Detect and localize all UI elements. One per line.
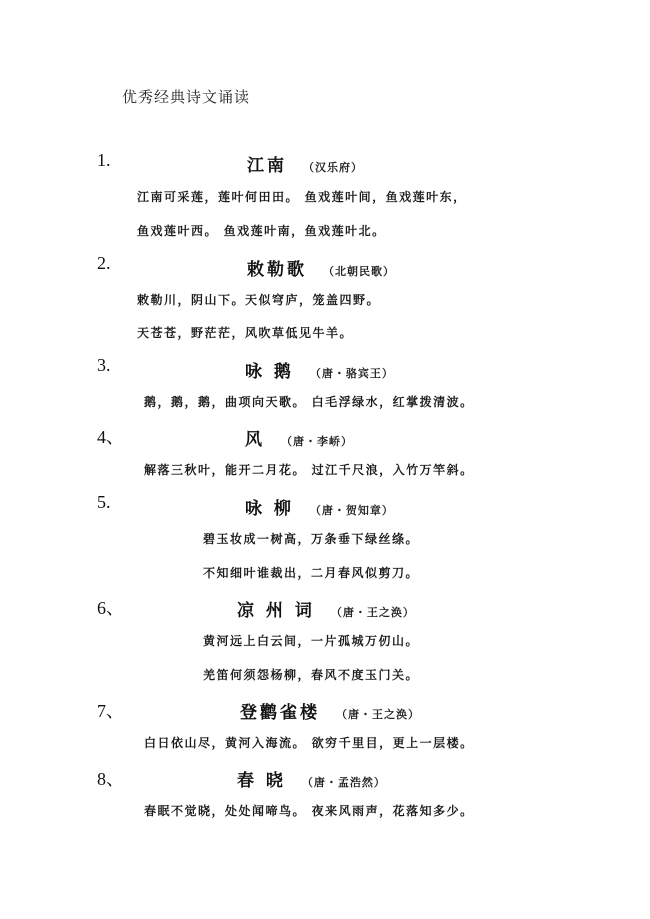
poem-heading	[245, 494, 394, 519]
poem-title: 咏 鹅	[245, 362, 294, 382]
poem-title: 登鹳雀楼	[240, 703, 320, 723]
poem-heading	[240, 698, 420, 723]
poem-author: （汉乐府）	[303, 161, 363, 174]
poem-title: 江南	[247, 156, 287, 176]
poem-title: 春 晓	[237, 771, 286, 791]
poem-author: （唐・孟浩然）	[301, 776, 386, 789]
poem-number: 2.	[97, 253, 111, 273]
poem-title: 风	[245, 430, 265, 450]
poem-heading	[247, 151, 363, 176]
poem-line: 黄河远上白云间，一片孤城万仞山。	[203, 634, 420, 648]
poem-line: 解落三秋叶，能开二月花。 过江千尺浪，入竹万竿斜。	[144, 463, 474, 477]
poem-heading	[245, 425, 353, 450]
poem-heading	[245, 357, 394, 382]
poem-line: 春眠不觉晓，处处闻啼鸟。 夜来风雨声，花落知多少。	[144, 804, 474, 818]
poem-author: （唐・李峤）	[281, 435, 353, 448]
poem-number: 8、	[97, 769, 124, 789]
poem-number: 1.	[97, 150, 111, 170]
poem-author: （北朝民歌）	[323, 265, 395, 278]
poem-number: 6、	[97, 598, 124, 618]
poem-number: 7、	[97, 701, 124, 721]
poem-line: 天苍苍，野茫茫，风吹草低见牛羊。	[137, 326, 354, 340]
poem-heading	[237, 596, 415, 621]
poem-author: （唐・王之涣）	[336, 708, 420, 721]
poem-line: 江南可采莲，莲叶何田田。 鱼戏莲叶间，鱼戏莲叶东，	[137, 190, 467, 204]
poem-title: 凉 州 词	[237, 601, 315, 621]
poem-number: 4、	[97, 427, 124, 447]
poem-line: 碧玉妆成一树高，万条垂下绿丝绦。	[203, 532, 420, 546]
poem-number: 5.	[97, 492, 111, 512]
poem-line: 不知细叶谁裁出，二月春风似剪刀。	[203, 566, 420, 580]
poem-line: 敕勒川，阴山下。天似穹庐，笼盖四野。	[137, 293, 381, 307]
poem-line: 鱼戏莲叶西。 鱼戏莲叶南，鱼戏莲叶北。	[137, 224, 386, 238]
poem-title: 咏 柳	[245, 499, 294, 519]
poem-heading	[237, 766, 386, 791]
poem-line: 白日依山尽，黄河入海流。 欲穷千里目，更上一层楼。	[144, 736, 474, 750]
poem-author: （唐・贺知章）	[309, 504, 394, 517]
poem-title: 敕勒歌	[247, 260, 307, 280]
poem-number: 3.	[97, 355, 111, 375]
poem-heading	[247, 255, 395, 280]
poem-line: 鹅，鹅，鹅，曲项向天歌。 白毛浮绿水，红掌拨清波。	[144, 395, 474, 409]
poem-line: 羌笛何须怨杨柳，春风不度玉门关。	[203, 668, 420, 682]
page-title: 优秀经典诗文诵读	[122, 88, 251, 106]
poem-author: （唐・骆宾王）	[309, 367, 394, 380]
poem-author: （唐・王之涣）	[330, 606, 415, 619]
